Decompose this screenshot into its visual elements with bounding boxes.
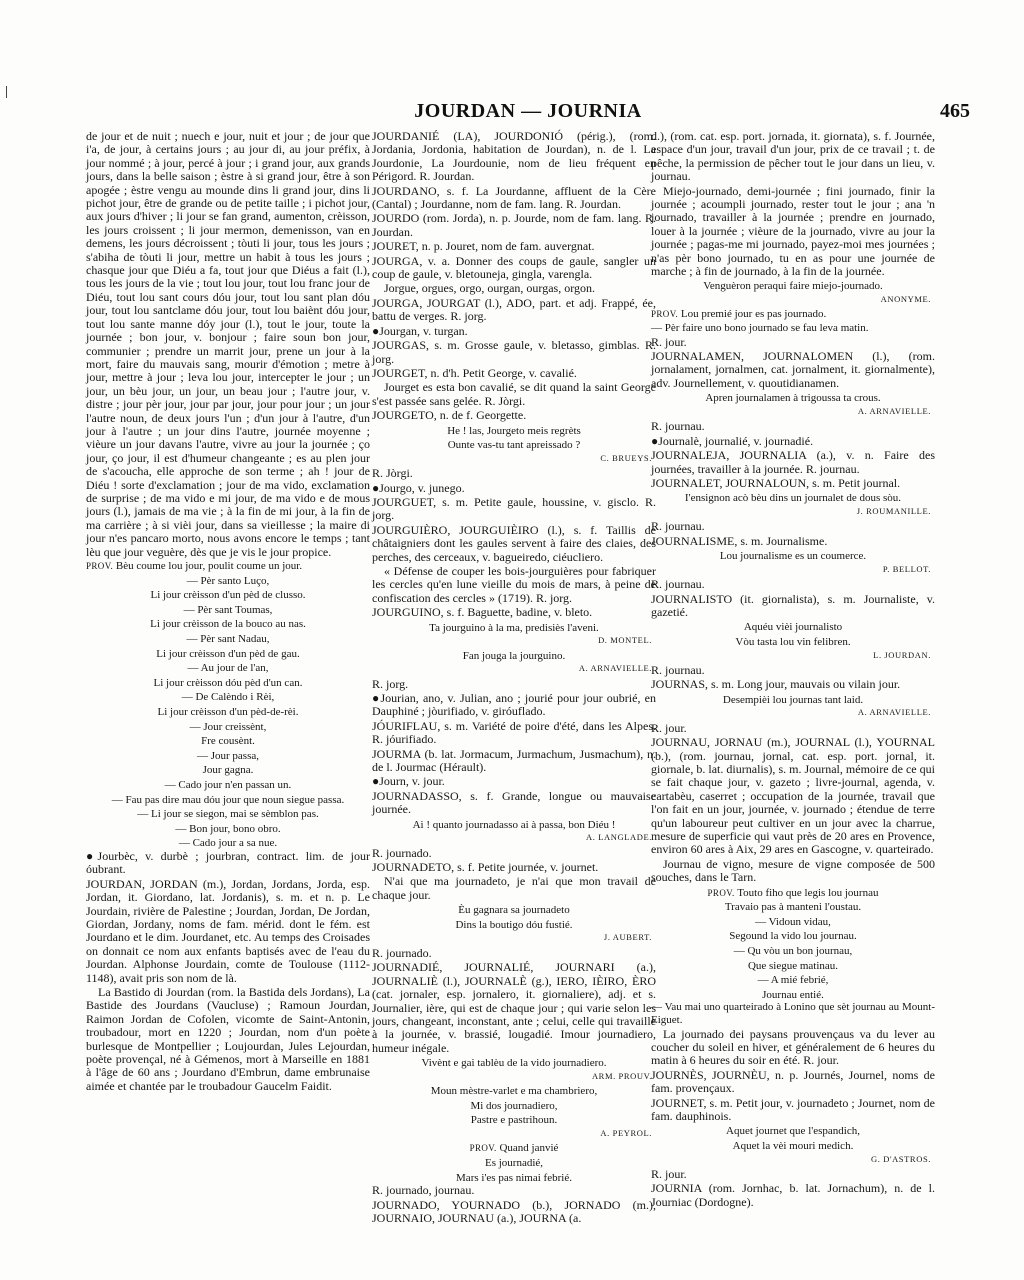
proverb-line xyxy=(86,560,370,573)
proverb-line: — Au jour de l'an, xyxy=(187,662,269,675)
quote-line: Ai ! quanto journadasso ai à passa, bon Diéu ! xyxy=(412,818,616,831)
entry-text: R. journado, journau. xyxy=(372,1183,475,1198)
proverb-line: — Pèr sant Toumas, xyxy=(183,603,273,616)
proverb-line: — Fau pas dire mau dóu jour que noun siegue passa. xyxy=(111,793,345,806)
quote-attribution: G. D'ASTROS. xyxy=(871,1153,931,1164)
proverb-label: PROV. xyxy=(707,887,735,898)
entry-journalamen: JOURNALAMEN, JOURNALOMEN (l.), (rom. jornalament, jornalmen, cat. jornalment, it. giornalmente), adv. Journellement, v. quoutidianamen. xyxy=(651,349,935,390)
quote-attribution: A. ARNAVIELLE. xyxy=(857,707,931,718)
entry-jourgo: ●Jourgo, v. junego. xyxy=(372,480,465,495)
entry-text: R. jorg. xyxy=(372,676,409,691)
column-right xyxy=(651,130,935,1210)
quote-line: Moun mèstre-varlet e ma chambriero, xyxy=(430,1085,598,1098)
proverb-line: — Jour passa, xyxy=(196,749,260,762)
proverb-label: PROV. xyxy=(651,309,679,320)
quote-attribution: A. ARNAVIELLE. xyxy=(857,405,931,416)
entry-text: R. journau. xyxy=(651,419,705,434)
quote-line: Èu gagnara sa journadeto xyxy=(458,904,570,917)
entry-jourma: JOURMA (b. lat. Jormacum, Jurmachum, Jusmachum), n. de l. Jourmac (Hérault). xyxy=(372,746,656,775)
entry-text: Journau de vigno, mesure de vigne composée de 500 souches, dans le Tarn. xyxy=(651,856,935,885)
entry-jourget: JOURGET, n. d'h. Petit George, v. cavalié. xyxy=(372,365,577,380)
quote-line: Ta jourguino à la ma, predisiès l'aveni. xyxy=(429,621,599,634)
entry-text: Jourget es esta bon cavalié, se dit quand la saint George s'est passée sans gelée. R. Jòrgi. xyxy=(372,380,656,408)
entry-text: La journado dei paysans prouvençaus va du lever au coucher du soleil en hiver, et généralement de 6 heures du matin à 6 heures du soir en été. R. jour. xyxy=(651,1026,935,1068)
entry-journalisto: JOURNALISTO (it. giornalista), s. m. Journaliste, v. gazetié. xyxy=(651,591,935,619)
proverb-line: — Pèr sant Nadau, xyxy=(186,632,270,645)
entry-journia: JOURNIA (rom. Jornhac, b. lat. Jornachum), n. de l. Journiac (Dordogne). xyxy=(651,1181,935,1209)
quote-attribution: L. JOURDAN. xyxy=(873,649,931,660)
proverb-line: Fre cousènt. xyxy=(201,735,255,748)
entry-jouriflau: JÓURIFLAU, s. m. Variété de poire d'été, dans les Alpes. R. jóurifiado. xyxy=(372,718,656,747)
proverb-line: — Qu vòu un bon journau, xyxy=(733,945,853,957)
quote-attribution: A. PEYROL. xyxy=(600,1127,652,1138)
entry-journas: JOURNAS, s. m. Long jour, mauvais ou vilain jour. xyxy=(651,677,901,692)
quote-line: Dins la boutigo dóu fustié. xyxy=(455,918,573,931)
entry-journale: ●Journalè, journalié, v. journadié. xyxy=(651,433,814,448)
entry-jourgeto: JOURGETO, n. de f. Georgette. xyxy=(372,408,527,423)
entry-journalisme: JOURNALISME, s. m. Journalisme. xyxy=(651,533,828,548)
running-head: JOURDAN — JOURNIA xyxy=(414,100,642,122)
entry-text: R. jour. xyxy=(651,1167,687,1181)
entry-jourgan: ●Jourgan, v. turgan. xyxy=(372,323,468,338)
entry-jourguino: JOURGUINO, s. f. Baguette, badine, v. bleto. xyxy=(372,605,593,620)
entry-text: ●Jourbèc, v. durbè ; jourbran, contract. lim. de jour óubrant. xyxy=(86,848,370,877)
entry-text: N'ai que ma journadeto, je n'ai que mon travail de chaque jour. xyxy=(372,874,656,902)
proverb-line: Li jour crèisson dóu pèd d'un can. xyxy=(153,676,303,689)
entry-journado: JOURNADO, YOURNADO (b.), JORNADO (m.), JOURNAIO, JOURNAU (a.), JOURNA (a. xyxy=(372,1197,656,1225)
entry-text: La Bastido di Jourdan (rom. la Bastida dels Jordans), La Bastide des Jourdans (Vaucluse) ; Ramoun Jourdan, Raimon Jordan de Cofolen, vicomte de Saint-Antonin, troubadour, mort en 1220 ; Jourdan, nom d'un poète burlesque de Montpellier ; Loujourdan, Jules Lejourdan, poète provençal, né à Gémenos, mort à Marseille en 1881 à l'âge de 60 ans ; Jourdano d'Embrun, dame embrunaise aimée et chantée par le troubadour Gaucelm Faidit. xyxy=(86,984,370,1093)
entry-text: R. journado. xyxy=(372,945,432,960)
entry-text: R. jour. xyxy=(651,720,687,735)
entry-text: R. journau. xyxy=(651,577,705,592)
proverb-line: — Jour creissènt, xyxy=(189,720,267,733)
entry-jourga-part: JOURGA, JOURGAT (l.), ADO, part. et adj. Frappé, ée, battu de verges. R. jorg. xyxy=(372,295,656,324)
entry-journadasso: JOURNADASSO, s. f. Grande, longue ou mauvaise journée. xyxy=(372,788,656,817)
quote-attribution: J. ROUMANILLE. xyxy=(856,505,931,516)
column-left xyxy=(86,130,370,1210)
proverb-list xyxy=(86,575,370,850)
entry-text: R. journau. xyxy=(651,519,705,534)
entry-text: R. jour. xyxy=(651,334,687,349)
entry-journ: ●Journ, v. jour. xyxy=(372,774,445,789)
quote-attribution: J. AUBERT. xyxy=(603,932,652,943)
quote-line: Fan jouga la jourguino. xyxy=(462,649,566,662)
proverb-line: Que siegue matinau. xyxy=(747,959,839,972)
entry-journes: JOURNÈS, JOURNÈU, n. p. Journés, Journel, noms de fam. provençaux. xyxy=(651,1067,935,1096)
entry-journet: JOURNET, s. m. Petit jour, v. journadeto ; Journet, nom de fam. dauphinois. xyxy=(651,1095,935,1123)
entry-text: « Défense de couper les bois-jourguières pour fabriquer les cercles qu'en lune vieille du mois de mars, à peine de confiscation des cercles » (1719). R. jorg. xyxy=(372,563,656,605)
entry-journalet: JOURNALET, JOURNALOUN, s. m. Petit journal. xyxy=(651,475,901,490)
quote-line: Aquéu vièi journalisto xyxy=(743,621,843,634)
column-middle xyxy=(372,129,656,1225)
page-number: 465 xyxy=(940,100,970,122)
entry-journau: JOURNAU, JORNAU (m.), JOURNAL (l.), YOURNAL (b.), (rom. journau, jornal, cat. esp. port. jornal, it. giornale, b. lat. diurnalis), s. m. Journal, mémoire de ce qui se fait chaque jour, v. gazeto ; livre-journal, agenda, v. cartabèu, caserret ; occupation de la journée, travail que l'on fait en un jour, journée, v. journado ; étendue de terre qu'un laboureur peut cultiver en un jour avec la charrue, mesure de superficie qui vaut près de 20 ares en Provence, environ 60 ares à Aix, 29 ares en Gascogne, v. quarteirado. xyxy=(651,735,935,857)
proverb-line: — De Calèndo i Rèi, xyxy=(181,691,275,704)
proverb-line: — A mié febrié, xyxy=(757,974,829,987)
proverb-line: Mars i'es pas nimai febrié. xyxy=(456,1171,572,1184)
quote-line: Vivènt e gai tablèu de la vido journadiero. xyxy=(421,1057,607,1070)
entry-jourga: JOURGA, v. a. Donner des coups de gaule, sangler un coup de gaule, v. bletouneja, gingla, varengla. xyxy=(372,253,656,282)
proverb-line: Li jour crèisson d'un pèd-de-rèi. xyxy=(157,705,299,718)
entry-text: R. Jòrgi. xyxy=(372,466,413,481)
quote-line: Aquet journet que l'espandich, xyxy=(726,1125,860,1138)
entry-jourian: ●Jourian, ano, v. Julian, ano ; jourié pour jour oubrié, en Dauphiné ; jòurifiado, v. giróuflado. xyxy=(372,691,656,719)
proverb-line xyxy=(651,308,935,321)
entry-jourdanie: JOURDANIÉ (LA), JOURDONIÓ (périg.), (rom. Jordania, Jordonia, habitation de Jourdan), n. de l. La Jourdonie, La Jourdounie, nom de lieu fréquent en Périgord. R. Jourdan. xyxy=(372,129,656,184)
proverb-line: — Vidoun vidau, xyxy=(755,915,831,928)
proverb-line xyxy=(651,887,935,900)
entry-jourdano: JOURDANO, s. f. La Jourdanne, affluent de la Cère (Cantal) ; Jourdanne, nom de fam. lang. R. Jourdan. xyxy=(372,183,656,212)
proverb-text: Touto fiho que legis lou journau xyxy=(737,886,879,899)
proverb-line: Travaio pas à manteni l'oustau. xyxy=(724,901,862,914)
entry-jouret: JOURET, n. p. Jouret, nom de fam. auvergnat. xyxy=(372,239,595,254)
quote-attribution: D. MONTEL. xyxy=(598,635,652,646)
proverb-line: — Pèr faire uno bono journado se fau leva matin. xyxy=(651,322,869,335)
entry-jourguet: JOURGUET, s. m. Petite gaule, houssine, v. gisclo. R. jorg. xyxy=(372,494,656,523)
quote-attribution: ARM. PROUV. xyxy=(591,1070,652,1081)
proverb-line: Segound la vido lou journau. xyxy=(729,930,857,943)
proverb-line xyxy=(372,1142,656,1155)
quote-attribution: C. BRUEYS. xyxy=(600,452,652,463)
quote-line: Ounte vas-tu tant apreissado ? xyxy=(447,439,581,452)
proverb-line: — Li jour se siegon, mai se sèmblon pas. xyxy=(137,808,319,821)
entry-text: Miejo-journado, demi-journée ; fini journado, finir la journée ; acoumpli journado, rester tout le jour ; ana 'n journado, travailler à la journée ; prendre en journado, louer à la journée ; vièure de la journado, vivre au jour la journée ; pagas-me mi journado, payez-moi mes journées ; n'as pèr bono journado, tu en as pour une journée de marche ; à fin de journado, à la fin de la journée. xyxy=(651,183,935,279)
quote-attribution: ANONYME. xyxy=(880,294,931,305)
quote-line: Desempièi lou journas tant laid. xyxy=(722,693,864,706)
entry-journadeto: JOURNADETO, s. f. Petite journée, v. journet. xyxy=(372,860,599,875)
quote-line: I'ensignon acò bèu dins un journalet de dous sòu. xyxy=(684,492,902,505)
quote-line: Pastre e pastrihoun. xyxy=(470,1114,558,1127)
entry-journadie: JOURNADIÉ, JOURNALIÉ, JOURNARI (a.), JOURNALIÈ (l.), JOURNALÈ (g.), IERO, IÈIRO, ÈRO (cat. jornaler, esp. jornalero, it. giornaliere), adj. et s. Journalier, ière, qui est de chaque jour ; qui varie selon les jours, changeant, inconstant, ante ; celui, celle qui travaille à la journée, v. brassié, lougadié. Imour journadiero, humeur inégale. xyxy=(372,960,656,1055)
entry-jourdan: JOURDAN, JORDAN (m.), Jordan, Jordans, Jorda, esp. Jordan, it. Giordano, lat. Jordanis), s. m. et n. p. Le Jourdain, rivière de Palestine ; Jourdan, Jordan, De Jordan, Giordan, Jordany, noms de fam. mérid. dont le fém. est Jourdano et le dim. Jourdanet, etc. Au temps des Croisades on donnait ce nom aux enfants baptisés avec de l'eau du Jourdan. Alphonse Jourdain, comte de Toulouse (1112-1148), avait pris son nom de là. xyxy=(86,876,370,985)
proverb-line: Li jour crèisson de la bouco au nas. xyxy=(150,618,306,631)
quote-attribution: A. LANGLADE. xyxy=(586,832,652,843)
quote-attribution: A. ARNAVIELLE. xyxy=(578,663,652,674)
entry-journaleja: JOURNALEJA, JOURNALIA (a.), v. n. Faire des journées, travailler à la journée. R. journau. xyxy=(651,448,935,476)
proverb-line: Li jour crèisson d'un pèd de clusso. xyxy=(150,589,306,602)
quote-line: Aquet la vèi mouri medich. xyxy=(732,1140,854,1152)
quote-line: Vòu tasta lou vin felibren. xyxy=(735,635,851,648)
entry-text: de jour et de nuit ; nuech e jour, nuit et jour ; de jour que i'a, de jour, à certains jours ; au jour di, au jour préfix, à jour nommé ; à jour, percé à jour ; i grand jour, aux grands jours, dans la belle saison ; èstre à si grand jour, être à son apogée ; èstre vengu au mounde dins li grand jour, dins li pichot jour, être de grande ou de petite taille ; i pichot jour, aux jours d'hiver ; li jour se fan grand, aumenton, crèisson, les jours croissent ; li jour mermon, demenisson, van en demens, les jours décroissent ; tòuti li jour, tous les jours ; s'abiha de tòuti li jour, mettre un habit à tous les jours ; chasque jour que Diéu a fa, tout jour que Diéus a fait (l.), tous les jours de la vie ; tout lou jour, tout lou franc jour de Diéu, tout lou sant cours dóu jour, tout lou sant plan dóu jour, tout lou santclame dóu jour, tout lou baiènt dóu jour, tout lou sante manne dóy jour (l.), tout le jour, toute la journée ; bon jour, v. bonjour ; faire soun bon jour, communier ; prendre un marrit jour, prene un jour à la mort, faire du mauvais sang, mourir d'émotion ; metre à jour, mettre à jour ; leva lou jour, intercepter le jour ; un jour, un bèu jour, un jour, un beau jour ; l'autre jour, v. distre ; jour pèr jour, jour par jour, jour pour jour ; un jour l'autre noun, de deux jours l'un ; d'un jour à l'autre, d'un jour à l'autre ; un jour dins l'autre, journée moyenne ; vièure un jour davans l'autre, vivre au jour la journée ; ço jour, ço jour, il est d'humeur changeante ; es au plen jour de s'acoucha, elle approche de son terme ; ah ! jour de Diéu ! sorte d'exclamation ; jour de ma vido, exclamation de surprise ; de ma vido e mi jour, de ma vido e de mous jours (l.), jamais de ma vie ; à la fin de mi jour, à la fin de ma carrière ; à si vièi jour, dans sa vieillesse ; la maire di jour n'es pancaro morto, nous avons encore le temps ; tant lèu que jour veguère, dès que je vis le jour propice. xyxy=(86,129,370,559)
proverb-line: Es journadié, xyxy=(484,1156,544,1169)
proverb-text: Quand janvié xyxy=(499,1142,559,1155)
quote-attribution: P. BELLOT. xyxy=(882,563,931,574)
quote-line: Lou journalisme es un coumerce. xyxy=(719,550,867,563)
margin-mark xyxy=(6,86,7,98)
proverb-line: — Cado jour a sa nue. xyxy=(178,837,278,850)
proverb-label: PROV. xyxy=(469,1143,497,1154)
proverb-line: Journau entié. xyxy=(762,988,824,1001)
proverb-line: Li jour crèisson d'un pèd de gau. xyxy=(156,647,300,660)
entry-jourdo: JOURDO (rom. Jorda), n. p. Jourde, nom de fam. lang. R. Jourdan. xyxy=(372,211,656,239)
proverb-text: Lou premié jour es pas journado. xyxy=(680,308,827,321)
entry-jourguiero: JOURGUIÈRO, JOURGUIÈIRO (l.), s. f. Taillis de châtaigniers dont les gaules servent à faire des claies, des perches, des cerceaux, v. bagueiredo, ciéucliero. xyxy=(372,522,656,564)
proverb-label: PROV. xyxy=(86,561,114,571)
entry-text: R. journado. xyxy=(372,845,432,860)
proverb-line: — Vau mai uno quarteirado à Lonino que sèt journau au Mount-Eiguet. xyxy=(651,1001,935,1026)
page-header xyxy=(86,100,970,126)
quote-line: He ! las, Jourgeto meis regrèts xyxy=(447,424,581,437)
proverb-line: — Cado jour n'en passan un. xyxy=(164,778,292,791)
entry-text: d.), (rom. cat. esp. port. jornada, it. giornata), s. f. Journée, espace d'un jour, travail d'un jour, prix de ce travail ; t. de pêche, la permission de pêcher tout le jour dans un lieu, v. journau. xyxy=(651,129,935,184)
entry-text: Jorgue, orgues, orgo, ourgan, ourgas, orgon. xyxy=(384,281,595,296)
proverb-text: Bèu coume lou jour, poulit coume un jour. xyxy=(115,560,303,572)
proverb-line: — Bon jour, bono obro. xyxy=(175,822,281,835)
quote-line: Venguèron peraqui faire miejo-journado. xyxy=(703,280,883,293)
entry-jourgas: JOURGAS, s. m. Grosse gaule, v. bletasso, gimblas. R. jorg. xyxy=(372,338,656,366)
quote-line: Mi dos journadiero, xyxy=(470,1099,558,1112)
entry-text: R. journau. xyxy=(651,662,705,677)
quote-line: Apren journalamen à trigoussa ta crous. xyxy=(705,392,881,405)
proverb-line: Jour gagna. xyxy=(202,764,254,777)
proverb-line: — Pèr santo Luço, xyxy=(186,574,270,587)
